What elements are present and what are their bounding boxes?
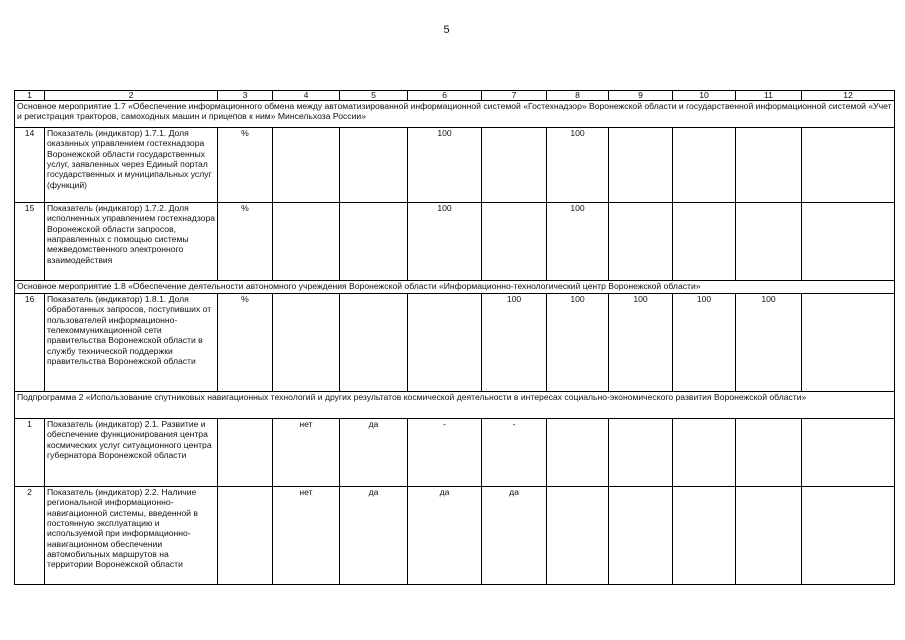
- value-cell: [340, 294, 408, 392]
- indicator-row: [15, 128, 895, 203]
- value-cell: [736, 487, 802, 585]
- value-cell: %: [218, 294, 273, 392]
- value-cell: [802, 487, 895, 585]
- section-row: [15, 281, 895, 294]
- section-row: [15, 392, 895, 419]
- value-cell: [736, 203, 802, 281]
- value-cell: %: [218, 203, 273, 281]
- value-cell: [609, 487, 673, 585]
- value-cell: 100: [408, 128, 482, 203]
- value-cell: 100: [673, 294, 736, 392]
- value-cell: [736, 419, 802, 487]
- value-cell: -: [408, 419, 482, 487]
- value-cell: [673, 128, 736, 203]
- row-number: 16: [15, 294, 45, 392]
- value-cell: да: [340, 419, 408, 487]
- value-cell: [673, 203, 736, 281]
- page-number: 5: [443, 24, 450, 36]
- value-cell: [482, 128, 547, 203]
- column-header: 11: [736, 91, 802, 101]
- column-header: 1: [15, 91, 45, 101]
- indicator-row: [15, 294, 895, 392]
- indicator-row: [15, 203, 895, 281]
- value-cell: 100: [408, 203, 482, 281]
- indicator-name: Показатель (индикатор) 2.2. Наличие региональной информационно-навигационной системы, введенной в постоянную эксплуатацию и используемой при информационно-навигационном обеспечении автомобильных маршрутов на территории Воронежской области: [45, 487, 218, 585]
- indicators-table: [14, 90, 895, 585]
- value-cell: [218, 419, 273, 487]
- value-cell: [408, 294, 482, 392]
- value-cell: [609, 203, 673, 281]
- column-header: 2: [45, 91, 218, 101]
- indicator-name: Показатель (индикатор) 1.7.2. Доля исполненных управлением гостехнадзора Воронежской области запросов, направленных с помощью системы межведомственного электронного взаимодействия: [45, 203, 218, 281]
- section-title: Основное мероприятие 1.8 «Обеспечение деятельности автономного учреждения Воронежской области «Информационно-технологический центр Воронежской области»: [15, 281, 895, 294]
- section-title: Основное мероприятие 1.7 «Обеспечение информационного обмена между автоматизированной информационной системой «Гостехнадзор» Воронежской области и государственной информационной системой «Учет и регистрация тракторов, самоходных машин и прицепов к ним» Минсельхоза России»: [15, 101, 895, 128]
- column-header: 6: [408, 91, 482, 101]
- value-cell: [482, 203, 547, 281]
- section-title: Подпрограмма 2 «Использование спутниковых навигационных технологий и других результатов космической деятельности в интересах социально-экономического развития Воронежской области»: [15, 392, 895, 419]
- value-cell: %: [218, 128, 273, 203]
- column-header: 7: [482, 91, 547, 101]
- value-cell: 100: [547, 128, 609, 203]
- column-header: 10: [673, 91, 736, 101]
- value-cell: [273, 203, 340, 281]
- value-cell: 100: [736, 294, 802, 392]
- column-header: 8: [547, 91, 609, 101]
- column-header: 9: [609, 91, 673, 101]
- value-cell: да: [482, 487, 547, 585]
- row-number: 15: [15, 203, 45, 281]
- indicator-name: Показатель (индикатор) 2.1. Развитие и обеспечение функционирования центра космических услуг ситуационного центра губернатора Воронежской области: [45, 419, 218, 487]
- value-cell: [609, 128, 673, 203]
- value-cell: 100: [547, 203, 609, 281]
- value-cell: 100: [547, 294, 609, 392]
- indicator-row: [15, 419, 895, 487]
- column-header: 4: [273, 91, 340, 101]
- section-row: [15, 101, 895, 128]
- column-header: 12: [802, 91, 895, 101]
- row-number: 2: [15, 487, 45, 585]
- indicator-row: [15, 487, 895, 585]
- value-cell: [547, 419, 609, 487]
- value-cell: [802, 203, 895, 281]
- row-number: 1: [15, 419, 45, 487]
- value-cell: [273, 294, 340, 392]
- value-cell: [340, 203, 408, 281]
- column-header: 3: [218, 91, 273, 101]
- value-cell: [802, 294, 895, 392]
- value-cell: да: [340, 487, 408, 585]
- row-number: 14: [15, 128, 45, 203]
- value-cell: [218, 487, 273, 585]
- value-cell: [273, 128, 340, 203]
- value-cell: нет: [273, 487, 340, 585]
- value-cell: 100: [609, 294, 673, 392]
- indicator-name: Показатель (индикатор) 1.8.1. Доля обработанных запросов, поступивших от пользователей информационно-телекоммуникационной сети правительства Воронежской области в службу технической поддержки правительства Воронежской области: [45, 294, 218, 392]
- column-header: 5: [340, 91, 408, 101]
- indicator-name: Показатель (индикатор) 1.7.1. Доля оказанных управлением гостехнадзора Воронежской области государственных услуг, заявленных через Единый портал государственных и муниципальных услуг (функций): [45, 128, 218, 203]
- value-cell: [673, 419, 736, 487]
- value-cell: [547, 487, 609, 585]
- value-cell: [802, 419, 895, 487]
- value-cell: 100: [482, 294, 547, 392]
- value-cell: [673, 487, 736, 585]
- value-cell: [736, 128, 802, 203]
- value-cell: [802, 128, 895, 203]
- value-cell: [609, 419, 673, 487]
- header-row: [15, 91, 895, 101]
- value-cell: -: [482, 419, 547, 487]
- value-cell: нет: [273, 419, 340, 487]
- value-cell: да: [408, 487, 482, 585]
- value-cell: [340, 128, 408, 203]
